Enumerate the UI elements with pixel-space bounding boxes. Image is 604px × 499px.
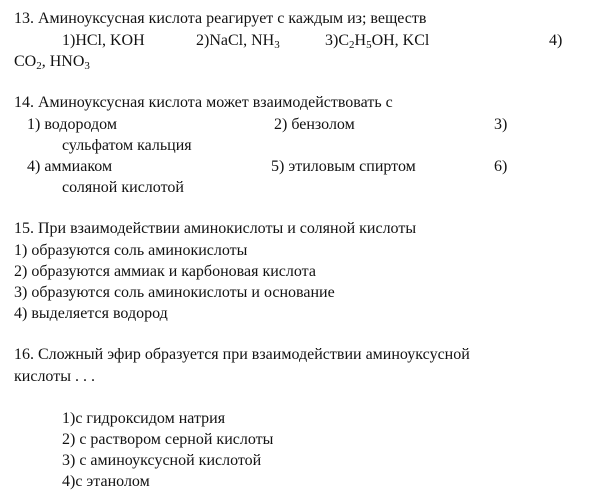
- q15-option-4: 4) выделяется водород: [14, 305, 168, 322]
- q15-option-1: 1) образуются соль аминокислоты: [14, 242, 248, 259]
- q13-option-2-sub: 3: [274, 39, 280, 51]
- q14-option-3-num: 3): [494, 116, 508, 133]
- q15-question: 15. При взаимодействии аминокислоты и соляной кислоты: [14, 220, 417, 237]
- q16-question-line-2: кислоты . . .: [14, 368, 95, 385]
- q14-option-3-text: сульфатом кальция: [62, 137, 192, 154]
- q13-option-1-formula: HCl, KOH: [75, 32, 145, 49]
- q13-option-3-part-a: C: [338, 32, 349, 49]
- q13-option-2-num: 2): [196, 32, 210, 49]
- q16-option-3: 3) с аминоуксусной кислотой: [62, 452, 262, 469]
- q16-option-4: 4)с этанолом: [62, 473, 150, 490]
- q14-option-1: 1) водородом: [27, 116, 117, 133]
- q13-option-3-num: 3): [325, 32, 339, 49]
- q13-option-4-part-b: , HNO: [41, 53, 85, 70]
- q14-option-5: 5) этиловым спиртом: [271, 158, 416, 175]
- q13-option-4-sub-1: 2: [36, 60, 42, 72]
- q13-option-1-num: 1): [62, 32, 76, 49]
- q13-option-1: [62, 31, 145, 51]
- q13-option-4: [14, 52, 90, 72]
- q16-option-1: 1)с гидроксидом натрия: [62, 410, 226, 427]
- q14-option-4: 4) аммиаком: [27, 158, 113, 175]
- q13-option-4-part-a: CO: [14, 53, 37, 70]
- q13-question: 13. Аминоуксусная кислота реагирует с каждым из; веществ: [14, 10, 427, 27]
- q15-option-3: 3) образуются соль аминокислоты и основание: [14, 284, 335, 301]
- q13-option-3-sub-1: 2: [349, 39, 355, 51]
- q13-option-4-sub-2: 3: [84, 60, 90, 72]
- q14-option-2: 2) бензолом: [274, 116, 355, 133]
- q13-option-3: [325, 31, 429, 51]
- q13-option-4-num: 4): [549, 32, 563, 49]
- q16-question-line-1: 16. Сложный эфир образуется при взаимодействии аминоуксусной: [14, 346, 470, 363]
- q14-question: 14. Аминоуксусная кислота может взаимодействовать с: [14, 94, 393, 111]
- q16-option-2: 2) с раствором серной кислоты: [62, 431, 274, 448]
- q13-option-3-part-b: H: [354, 32, 367, 49]
- q13-option-2: [196, 31, 280, 51]
- q13-option-3-part-c: OH, KCl: [371, 32, 430, 49]
- q15-option-2: 2) образуются аммиак и карбоновая кислота: [14, 263, 316, 280]
- q13-option-2-formula: NaCl, NH: [209, 32, 275, 49]
- q14-option-6-text: соляной кислотой: [62, 179, 184, 196]
- q14-option-6-num: 6): [494, 158, 508, 175]
- q13-option-3-sub-2: 5: [366, 39, 372, 51]
